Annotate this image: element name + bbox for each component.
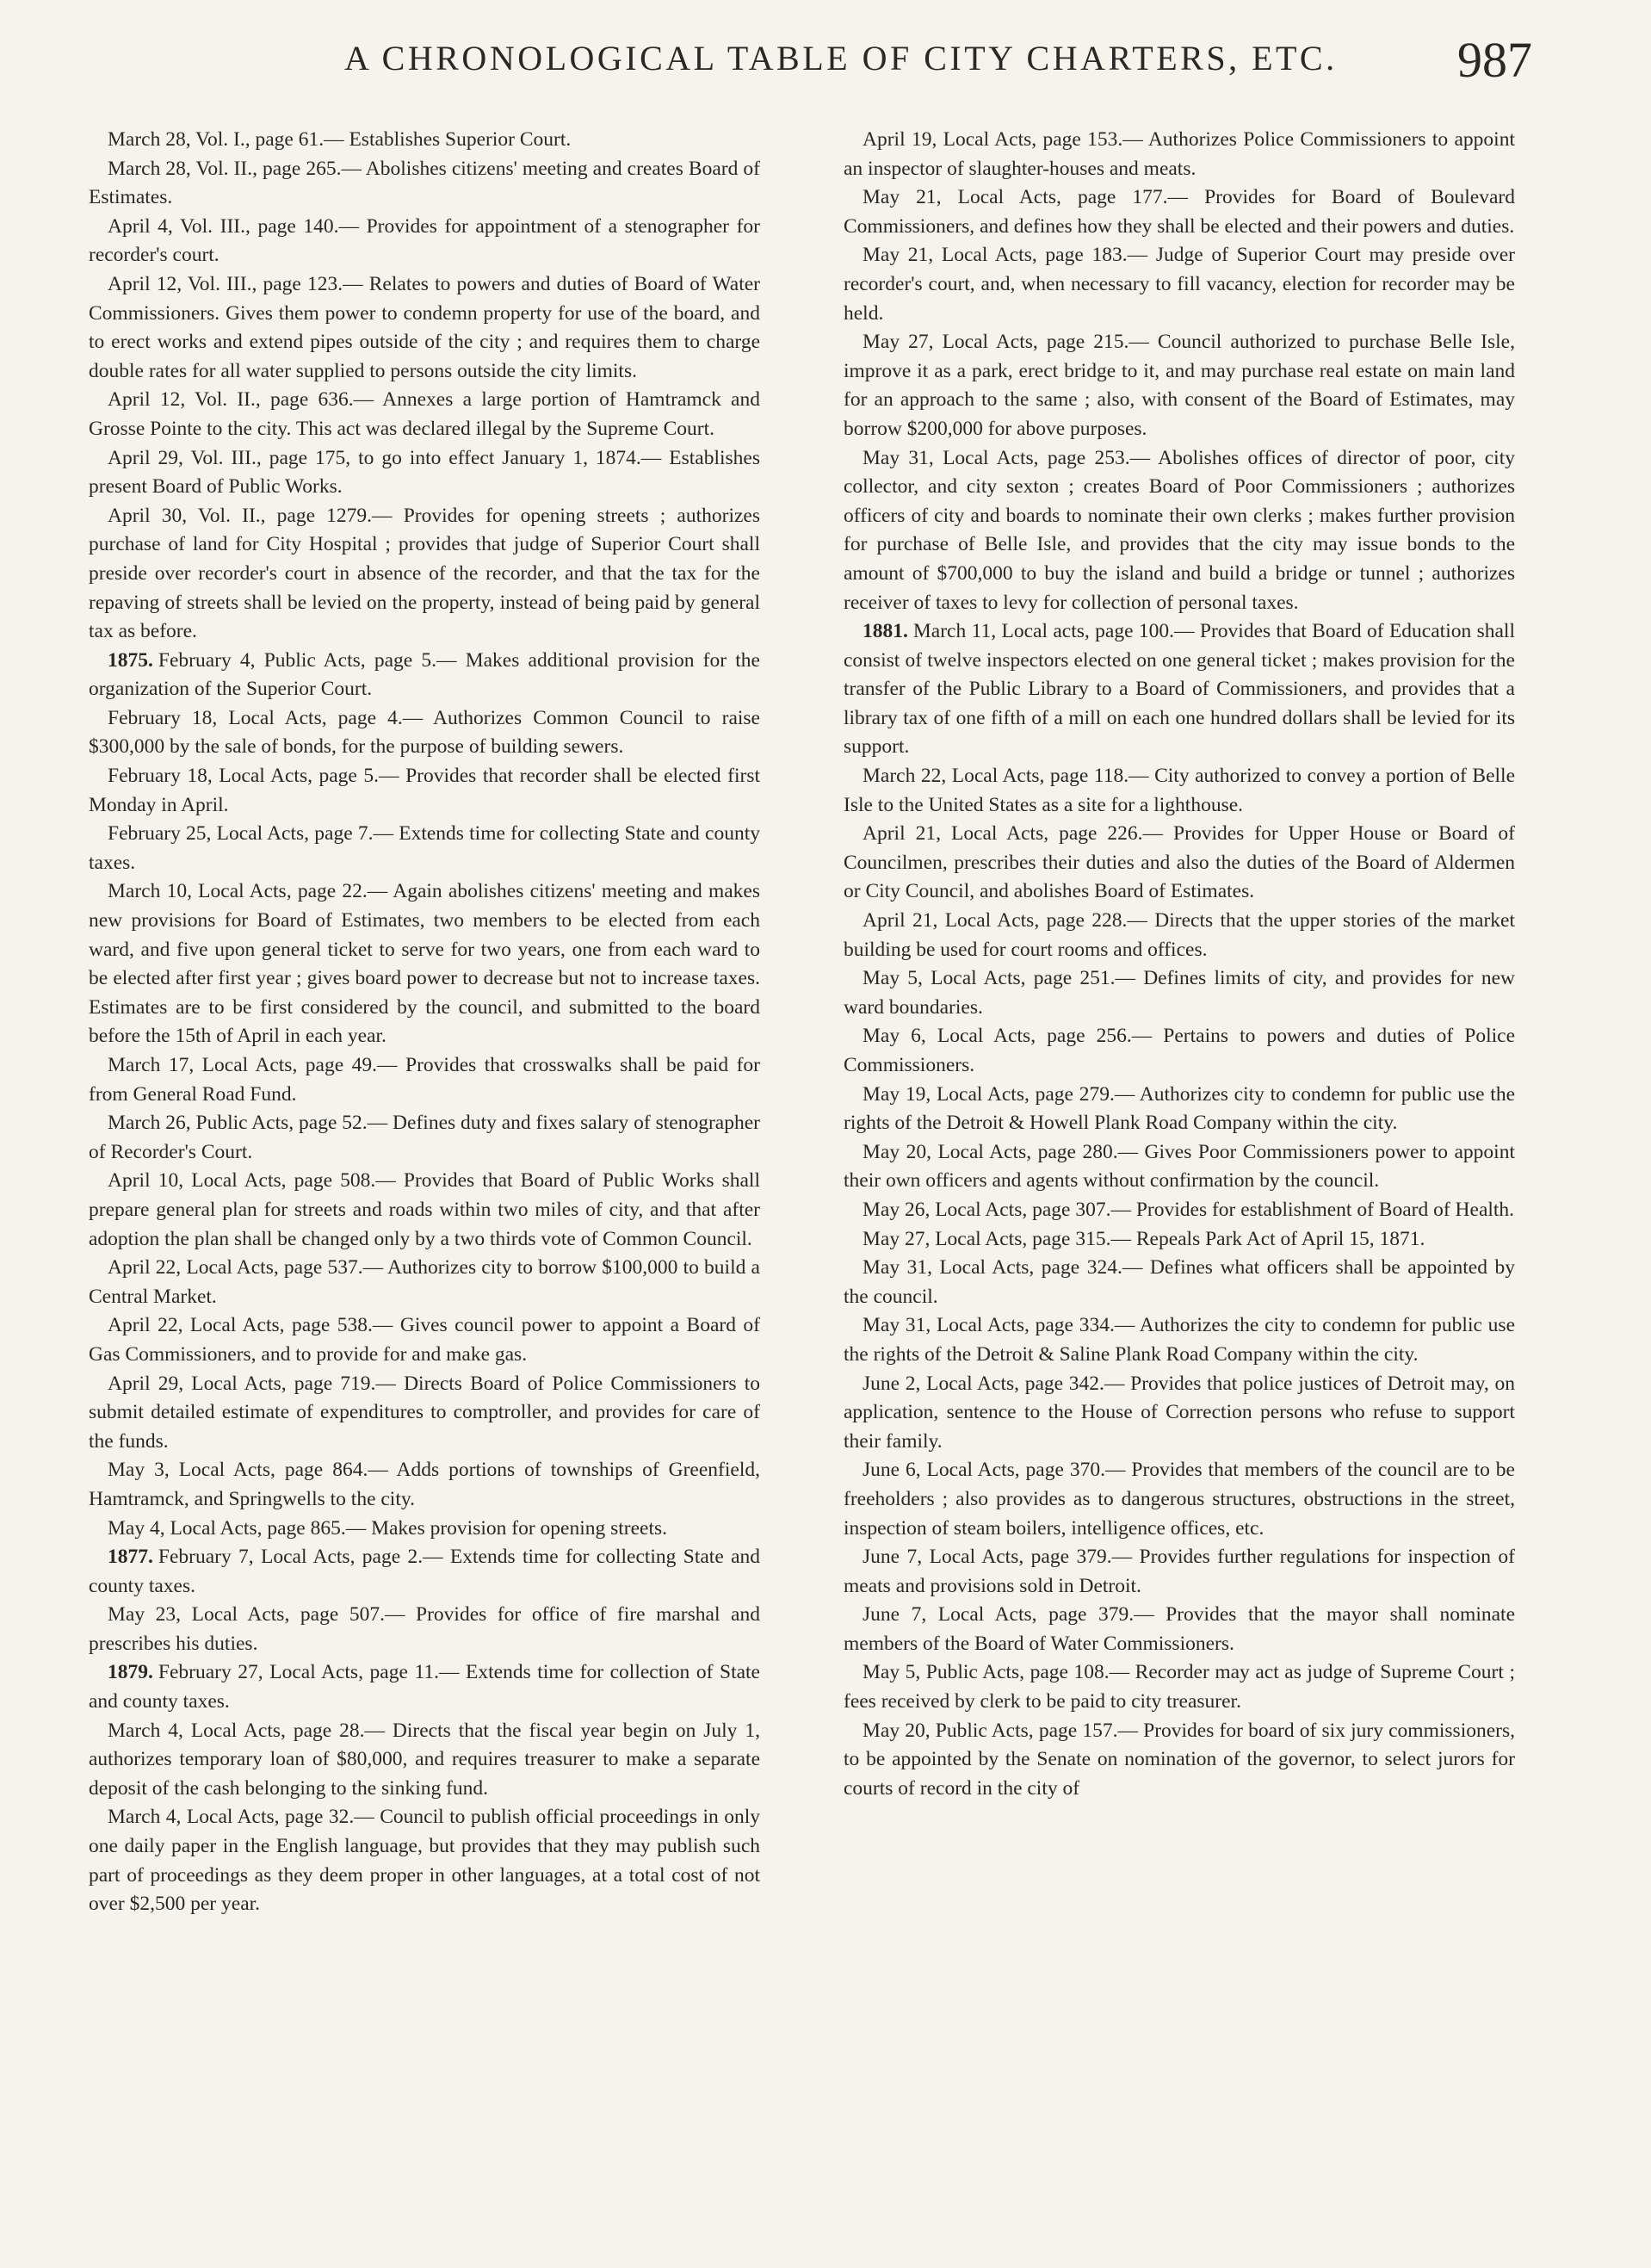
entry-text: May 20, Public Acts, page 157.— Provides for board of six jury commissioners, to be appointed by the Senate on nomination of the governor, to select jurors for courts of record in the city of — [844, 1719, 1515, 1800]
running-title: A CHRONOLOGICAL TABLE OF CITY CHARTERS, ETC. — [344, 39, 1338, 77]
chronology-entry — [844, 183, 1515, 241]
chronology-entry — [89, 762, 760, 820]
entry-text: February 18, Local Acts, page 5.— Provides that recorder shall be elected first Monday in April. — [89, 765, 760, 816]
entry-text: May 31, Local Acts, page 253.— Abolishes offices of director of poor, city collector, and city sexton ; creates Board of Poor Commissioners ; authorizes officers of city and boards to nominate their own clerks ; makes further provision for purchase of Belle Isle, and provides that the city may issue bonds to the amount of $700,000 to buy the island and build a bridge or tunnel ; authorizes receiver of taxes to levy for collection of personal taxes. — [844, 446, 1515, 614]
chronology-entry — [844, 1456, 1515, 1543]
chronology-entry — [89, 1515, 760, 1544]
entry-text: May 5, Public Acts, page 108.— Recorder may act as judge of Supreme Court ; fees received by clerk to be paid to city treasurer. — [844, 1661, 1515, 1713]
chronology-entry — [844, 1543, 1515, 1601]
chronology-entry — [844, 1717, 1515, 1804]
entry-text: June 2, Local Acts, page 342.— Provides that police justices of Detroit may, on application, sentence to the House of Correction persons who refuse to support their family. — [844, 1372, 1515, 1453]
chronology-entry — [844, 444, 1515, 618]
chronology-entry — [89, 444, 760, 502]
chronology-entry — [89, 1601, 760, 1658]
entry-text: April 4, Vol. III., page 140.— Provides for appointment of a stenographer for recorder's court. — [89, 214, 760, 267]
chronology-entry — [844, 1196, 1515, 1225]
chronology-entry — [89, 704, 760, 762]
chronology-entry — [844, 328, 1515, 443]
entry-text: March 28, Vol. II., page 265.— Abolishes citizens' meeting and creates Board of Estimates. — [89, 157, 760, 209]
chronology-entry — [844, 1022, 1515, 1080]
chronology-entry — [89, 1311, 760, 1369]
entry-text: February 27, Local Acts, page 11.— Extends time for collection of State and county taxes. — [89, 1661, 760, 1713]
entry-text: March 26, Public Acts, page 52.— Defines duty and fixes salary of stenographer of Recorder's Court. — [89, 1112, 760, 1163]
entry-text: March 11, Local acts, page 100.— Provides that Board of Education shall consist of twelve inspectors elected on one general ticket ; makes provision for the transfer of the Public Library to a Board of Commissioners, and provides that a library tax of one fifth of a mill on each one hundred dollars shall be levied for its support. — [844, 620, 1515, 759]
entry-year: 1881. — [863, 620, 908, 643]
entry-text: May 21, Local Acts, page 177.— Provides for Board of Boulevard Commissioners, and defines how they shall be elected and their powers and duties. — [844, 186, 1515, 238]
entry-text: May 31, Local Acts, page 334.— Authorizes the city to condemn for public use the rights of the Detroit & Saline Plank Road Company within the city. — [844, 1314, 1515, 1366]
chronology-entry — [844, 1370, 1515, 1457]
chronology-entry — [844, 1225, 1515, 1255]
chronology-entry — [844, 126, 1515, 183]
entry-text: March 28, Vol. I., page 61.— Establishes Superior Court. — [108, 128, 572, 151]
chronology-entry — [844, 762, 1515, 820]
entry-text: February 4, Public Acts, page 5.— Makes additional provision for the organization of the Superior Court. — [89, 648, 760, 701]
entry-text: May 20, Local Acts, page 280.— Gives Poor Commissioners power to appoint their own officers and agents without confirmation by the council. — [844, 1140, 1515, 1193]
entry-text: May 23, Local Acts, page 507.— Provides for office of fire marshal and prescribes his duties. — [89, 1603, 760, 1655]
chronology-entry — [844, 1601, 1515, 1658]
entry-text: May 27, Local Acts, page 215.— Council authorized to purchase Belle Isle, improve it as a park, erect bridge to it, and may purchase real estate on main land for an approach to the same ; also, with consent of the Board of Estimates, may borrow $200,000 for above purposes. — [844, 331, 1515, 440]
chronology-entry — [89, 270, 760, 386]
entry-year: 1877. — [108, 1546, 153, 1569]
entry-text: April 21, Local Acts, page 228.— Directs that the upper stories of the market building be used for court rooms and offices. — [844, 909, 1515, 961]
entry-text: April 22, Local Acts, page 538.— Gives council power to appoint a Board of Gas Commissioners, and to provide for and make gas. — [89, 1314, 760, 1366]
entry-text: April 21, Local Acts, page 226.— Provides for Upper House or Board of Councilmen, prescribes their duties and also the duties of the Board of Aldermen or City Council, and abolishes Board of Estimates. — [844, 822, 1515, 903]
entry-text: April 12, Vol. III., page 123.— Relates to powers and duties of Board of Water Commissioners. Gives them power to condemn property for use of the board, and to erect works and extend pipes outside of the city ; and requires them to charge double rates for all water supplied to persons outside the city limits. — [89, 272, 760, 382]
entry-text: May 19, Local Acts, page 279.— Authorizes city to condemn for public use the rights of the Detroit & Howell Plank Road Company within the city. — [844, 1082, 1515, 1135]
chronology-entry — [89, 1051, 760, 1109]
chronology-entry — [844, 1081, 1515, 1138]
chronology-entry — [844, 1254, 1515, 1311]
chronology-entry — [844, 1138, 1515, 1196]
chronology-entry — [89, 1717, 760, 1804]
left-column — [89, 126, 760, 1919]
chronology-entry — [89, 820, 760, 877]
entry-text: May 27, Local Acts, page 315.— Repeals Park Act of April 15, 1871. — [863, 1227, 1425, 1250]
entry-text: May 21, Local Acts, page 183.— Judge of Superior Court may preside over recorder's court, and, when necessary to fill vacancy, election for recorder may be held. — [844, 244, 1515, 325]
entry-text: March 22, Local Acts, page 118.— City authorized to convey a portion of Belle Isle to the United States as a site for a lighthouse. — [844, 765, 1515, 816]
right-column — [844, 126, 1515, 1803]
entry-text: June 6, Local Acts, page 370.— Provides that members of the council are to be freeholders ; also provides as to dangerous structures, obstructions in the street, inspection of steam boilers, intelligence offices, etc. — [844, 1459, 1515, 1540]
chronology-entry — [89, 1658, 760, 1716]
chronology-entry — [844, 617, 1515, 762]
chronology-entry — [844, 907, 1515, 964]
chronology-entry — [89, 386, 760, 443]
entry-year: 1879. — [108, 1661, 153, 1684]
entry-text: February 18, Local Acts, page 4.— Authorizes Common Council to raise $300,000 by the sale of bonds, for the purpose of building sewers. — [89, 706, 760, 759]
chronology-entry — [89, 877, 760, 1051]
entry-text: March 10, Local Acts, page 22.— Again abolishes citizens' meeting and makes new provisions for Board of Estimates, two members to be elected from each ward, and five upon general ticket to serve for two years, one from each ward to be elected after first year ; gives board power to decrease but not to increase taxes. Estimates are to be first considered by the council, and submitted to the board before the 15th of April in each year. — [89, 880, 760, 1048]
chronology-entry — [844, 1311, 1515, 1369]
chronology-entry — [89, 1370, 760, 1457]
chronology-entry — [844, 964, 1515, 1022]
entry-text: February 7, Local Acts, page 2.— Extends time for collecting State and county taxes. — [89, 1546, 760, 1597]
entry-text: April 29, Local Acts, page 719.— Directs Board of Police Commissioners to submit detailed estimate of expenditures to comptroller, and provides for care of the funds. — [89, 1372, 760, 1453]
entry-text: May 3, Local Acts, page 864.— Adds portions of townships of Greenfield, Hamtramck, and Springwells to the city. — [89, 1459, 760, 1510]
chronology-entry — [89, 126, 760, 155]
chronology-entry — [844, 820, 1515, 907]
entry-text: March 4, Local Acts, page 28.— Directs that the fiscal year begin on July 1, authorizes temporary loan of $80,000, and requires treasurer to make a separate deposit of the cash belonging to the sinking fund. — [89, 1719, 760, 1800]
chronology-entry — [89, 1456, 760, 1514]
chronology-entry — [844, 241, 1515, 328]
entry-text: May 5, Local Acts, page 251.— Defines limits of city, and provides for new ward boundaries. — [844, 967, 1515, 1019]
entry-text: April 12, Vol. II., page 636.— Annexes a large portion of Hamtramck and Grosse Pointe to the city. This act was declared illegal by the Supreme Court. — [89, 388, 760, 440]
entry-text: May 31, Local Acts, page 324.— Defines what officers shall be appointed by the council. — [844, 1256, 1515, 1308]
entry-text: June 7, Local Acts, page 379.— Provides that the mayor shall nominate members of the Board of Water Commissioners. — [844, 1603, 1515, 1655]
entry-text: April 29, Vol. III., page 175, to go into effect January 1, 1874.— Establishes present Board of Public Works. — [89, 446, 760, 499]
chronology-entry — [89, 502, 760, 647]
entry-text: March 4, Local Acts, page 32.— Council to publish official proceedings in only one daily paper in the English language, but provides that they may publish such part of proceedings as they deem proper in other languages, at a total cost of not over $2,500 per year. — [89, 1806, 760, 1916]
entry-text: April 22, Local Acts, page 537.— Authorizes city to borrow $100,000 to build a Central Market. — [89, 1256, 760, 1308]
chronology-entry — [89, 1543, 760, 1601]
entry-text: April 19, Local Acts, page 153.— Authorizes Police Commissioners to appoint an inspector of slaughter-houses and meats. — [844, 128, 1515, 180]
entry-year: 1875. — [108, 648, 153, 672]
chronology-entry — [844, 1658, 1515, 1716]
chronology-entry — [89, 1167, 760, 1254]
entry-text: May 6, Local Acts, page 256.— Pertains to powers and duties of Police Commissioners. — [844, 1025, 1515, 1076]
entry-text: April 30, Vol. II., page 1279.— Provides for opening streets ; authorizes purchase of land for City Hospital ; provides that judge of Superior Court shall preside over recorder's court in absence of the recorder, and that the tax for the repaving of streets shall be levied on the property, instead of being paid by general tax as before. — [89, 504, 760, 643]
entry-text: May 26, Local Acts, page 307.— Provides for establishment of Board of Health. — [863, 1198, 1515, 1221]
entry-text: March 17, Local Acts, page 49.— Provides that crosswalks shall be paid for from General Road Fund. — [89, 1054, 760, 1106]
entry-text: April 10, Local Acts, page 508.— Provides that Board of Public Works shall prepare general plan for streets and roads within two miles of city, and that after adoption the plan shall be changed only by a two thirds vote of Common Council. — [89, 1169, 760, 1250]
chronology-entry — [89, 1254, 760, 1311]
page-number: 987 — [1457, 32, 1532, 88]
chronology-entry — [89, 647, 760, 704]
chronology-entry — [89, 155, 760, 213]
entry-text: June 7, Local Acts, page 379.— Provides further regulations for inspection of meats and provisions sold in Detroit. — [844, 1546, 1515, 1597]
entry-text: May 4, Local Acts, page 865.— Makes provision for opening streets. — [108, 1516, 668, 1540]
chronology-entry — [89, 1803, 760, 1918]
chronology-entry — [89, 213, 760, 270]
chronology-entry — [89, 1109, 760, 1167]
entry-text: February 25, Local Acts, page 7.— Extends time for collecting State and county taxes. — [89, 822, 760, 874]
